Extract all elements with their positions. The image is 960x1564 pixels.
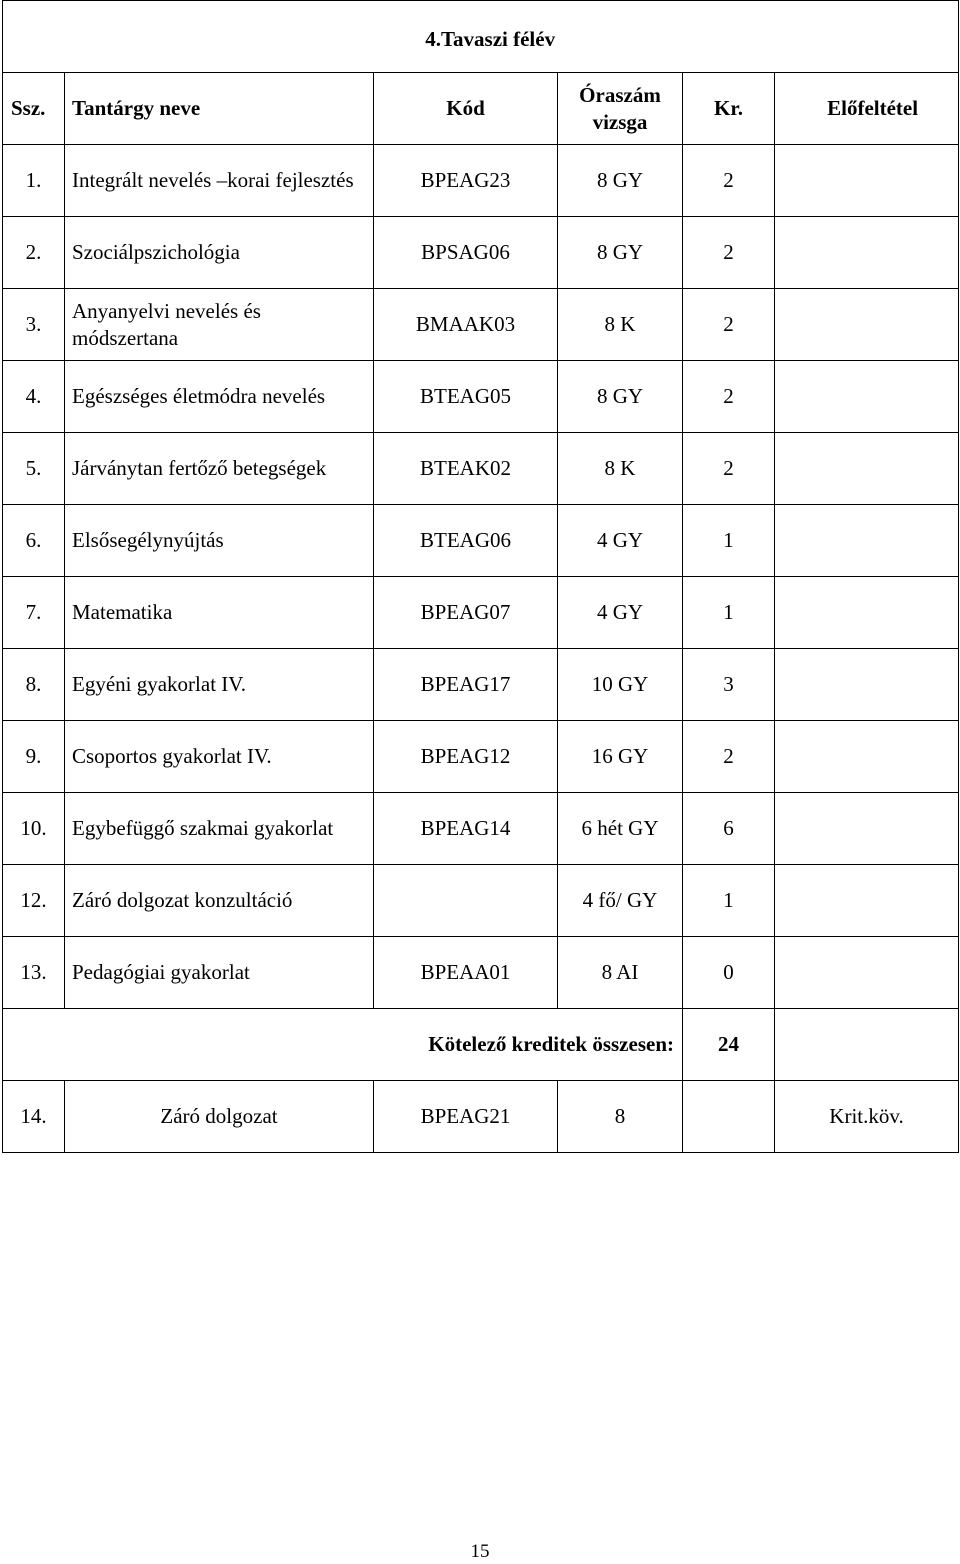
cell-name: Záró dolgozat [65,1081,374,1153]
cell-kr: 2 [683,433,775,505]
cell-kod: BPEAG17 [374,649,558,721]
table-row [3,361,959,433]
cell-kr: 2 [683,145,775,217]
cell-oraszam: 8 GY [558,145,683,217]
cell-name: Csoportos gyakorlat IV. [65,721,374,793]
cell-elofeltetel [775,145,959,217]
cell-oraszam: 4 fő/ GY [558,865,683,937]
cell-oraszam: 4 GY [558,577,683,649]
cell-elofeltetel [775,577,959,649]
cell-kod: BPEAA01 [374,937,558,1009]
total-credits-row [3,1009,959,1081]
cell-ssz: 6. [3,505,65,577]
total-credits-value: 24 [683,1009,775,1081]
table-row [3,721,959,793]
table-row [3,217,959,289]
table-row [3,937,959,1009]
cell-ssz: 4. [3,361,65,433]
table-row [3,649,959,721]
table-row [3,433,959,505]
cell-kod: BPEAG21 [374,1081,558,1153]
header-kod: Kód [374,73,558,145]
cell-kr: 2 [683,361,775,433]
header-elofeltetel: Előfeltétel [775,73,959,145]
table-row [3,577,959,649]
cell-name: Szociálpszichológia [65,217,374,289]
cell-name: Egybefüggő szakmai gyakorlat [65,793,374,865]
cell-name: Anyanyelvi nevelés és módszertana [65,289,374,361]
cell-name: Záró dolgozat konzultáció [65,865,374,937]
total-credits-empty [775,1009,959,1081]
cell-name: Járványtan fertőző betegségek [65,433,374,505]
table-row [3,793,959,865]
cell-elofeltetel [775,505,959,577]
header-oraszam: Óraszám vizsga [558,73,683,145]
cell-kr: 2 [683,721,775,793]
cell-name: Elsősegélynyújtás [65,505,374,577]
cell-kod: BTEAG05 [374,361,558,433]
cell-kod: BPSAG06 [374,217,558,289]
cell-elofeltetel: Krit.köv. [775,1081,959,1153]
cell-kr: 1 [683,865,775,937]
cell-ssz: 5. [3,433,65,505]
cell-kr: 6 [683,793,775,865]
cell-elofeltetel [775,289,959,361]
table-row [3,505,959,577]
curriculum-table [2,0,959,1153]
table-row [3,865,959,937]
cell-ssz: 8. [3,649,65,721]
table-row-final [3,1081,959,1153]
cell-kod: BPEAG12 [374,721,558,793]
cell-oraszam: 8 AI [558,937,683,1009]
cell-elofeltetel [775,793,959,865]
cell-oraszam: 8 K [558,433,683,505]
cell-kr: 3 [683,649,775,721]
cell-ssz: 1. [3,145,65,217]
header-ssz: Ssz. [3,73,65,145]
header-kr: Kr. [683,73,775,145]
cell-kr: 8 [558,1081,683,1153]
header-name: Tantárgy neve [65,73,374,145]
total-credits-label: Kötelező kreditek összesen: [3,1009,683,1081]
cell-elofeltetel [775,361,959,433]
cell-elofeltetel [775,721,959,793]
cell-oraszam [683,1081,775,1153]
cell-name: Egészséges életmódra nevelés [65,361,374,433]
cell-kod: BTEAK02 [374,433,558,505]
cell-ssz: 12. [3,865,65,937]
cell-kod: BPEAG14 [374,793,558,865]
cell-kr: 0 [683,937,775,1009]
cell-kr: 2 [683,289,775,361]
cell-elofeltetel [775,649,959,721]
cell-kod: BPEAG07 [374,577,558,649]
cell-name: Egyéni gyakorlat IV. [65,649,374,721]
cell-ssz: 2. [3,217,65,289]
cell-name: Matematika [65,577,374,649]
cell-kod: BTEAG06 [374,505,558,577]
cell-ssz: 13. [3,937,65,1009]
cell-elofeltetel [775,937,959,1009]
cell-oraszam: 8 GY [558,217,683,289]
semester-title: 4.Tavaszi félév [3,1,959,73]
cell-oraszam: 6 hét GY [558,793,683,865]
cell-kod [374,865,558,937]
cell-ssz: 14. [3,1081,65,1153]
cell-kr: 1 [683,577,775,649]
cell-kr: 2 [683,217,775,289]
cell-kod: BMAAK03 [374,289,558,361]
cell-oraszam: 4 GY [558,505,683,577]
semester-title-row [3,1,959,73]
cell-oraszam: 10 GY [558,649,683,721]
table-header-row [3,73,959,145]
cell-elofeltetel [775,217,959,289]
cell-ssz: 9. [3,721,65,793]
cell-ssz: 3. [3,289,65,361]
cell-oraszam: 8 GY [558,361,683,433]
cell-oraszam: 16 GY [558,721,683,793]
cell-name: Pedagógiai gyakorlat [65,937,374,1009]
cell-elofeltetel [775,865,959,937]
cell-elofeltetel [775,433,959,505]
cell-kod: BPEAG23 [374,145,558,217]
cell-kr: 1 [683,505,775,577]
table-row [3,145,959,217]
cell-ssz: 7. [3,577,65,649]
cell-oraszam: 8 K [558,289,683,361]
cell-name: Integrált nevelés –korai fejlesztés [65,145,374,217]
cell-ssz: 10. [3,793,65,865]
page-number: 15 [470,1541,490,1562]
table-row [3,289,959,361]
